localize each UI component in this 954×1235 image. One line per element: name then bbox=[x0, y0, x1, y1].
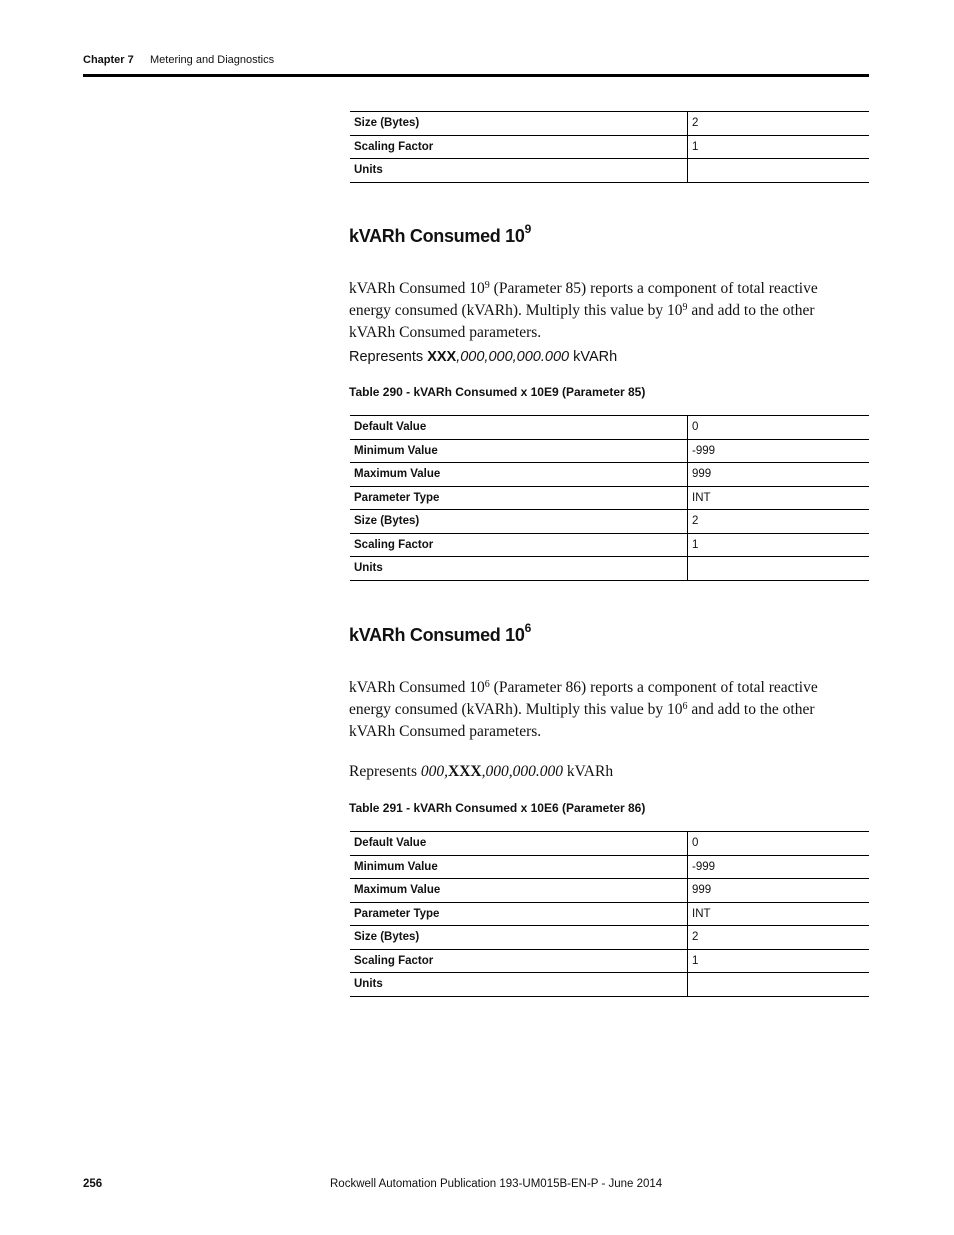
page-number: 256 bbox=[83, 1178, 103, 1190]
row-value bbox=[688, 973, 870, 997]
section-heading bbox=[349, 222, 531, 247]
exponent: 6 bbox=[484, 679, 490, 690]
table-row bbox=[350, 902, 869, 926]
represents-zeros: ,000,000.000 bbox=[481, 763, 563, 780]
table-row bbox=[350, 159, 869, 183]
represents-zeros: 000, bbox=[420, 763, 449, 780]
publication-footer: Rockwell Automation Publication 193-UM015B-EN-P - June 2014 bbox=[330, 1178, 663, 1190]
exponent: 6 bbox=[682, 701, 688, 712]
represents-digits: XXX bbox=[427, 349, 457, 365]
row-value: 0 bbox=[688, 832, 870, 856]
row-label: Size (Bytes) bbox=[350, 112, 688, 136]
row-label: Size (Bytes) bbox=[350, 926, 688, 950]
represents-prefix: Represents bbox=[349, 763, 421, 780]
section-heading bbox=[349, 621, 531, 646]
row-value bbox=[688, 557, 870, 581]
table-row bbox=[350, 112, 869, 136]
row-label: Units bbox=[350, 973, 688, 997]
parameter-table-86 bbox=[350, 831, 869, 997]
running-header bbox=[83, 54, 275, 66]
row-label: Parameter Type bbox=[350, 486, 688, 510]
row-value: 0 bbox=[688, 416, 870, 440]
para-text: and add to the other kVARh Consumed parameters. bbox=[349, 701, 815, 740]
exponent: 9 bbox=[682, 302, 688, 313]
para-text: (Parameter 86) reports a component of total reactive energy consumed (kVARh). Multiply this value by 10 bbox=[349, 679, 818, 718]
row-label: Parameter Type bbox=[350, 902, 688, 926]
table-row bbox=[350, 832, 869, 856]
row-label: Units bbox=[350, 159, 688, 183]
row-label: Units bbox=[350, 557, 688, 581]
table-row bbox=[350, 135, 869, 159]
row-label: Maximum Value bbox=[350, 879, 688, 903]
row-value: 2 bbox=[688, 510, 870, 534]
table-row bbox=[350, 510, 869, 534]
table-row bbox=[350, 973, 869, 997]
table-caption: Table 290 - kVARh Consumed x 10E9 (Parameter 85) bbox=[349, 385, 646, 399]
exponent: 9 bbox=[484, 280, 490, 291]
para-text: kVARh Consumed 10 bbox=[349, 280, 485, 297]
row-value: INT bbox=[688, 902, 870, 926]
table-row bbox=[350, 463, 869, 487]
table-caption: Table 291 - kVARh Consumed x 10E6 (Parameter 86) bbox=[349, 801, 646, 815]
row-label: Minimum Value bbox=[350, 855, 688, 879]
chapter-label: Chapter 7 bbox=[83, 54, 134, 66]
table-row bbox=[350, 879, 869, 903]
heading-text: kVARh Consumed 10 bbox=[349, 625, 525, 645]
row-label: Default Value bbox=[350, 832, 688, 856]
represents-unit: kVARh bbox=[562, 763, 614, 780]
table-row bbox=[350, 926, 869, 950]
represents-zeros: ,000,000,000.000 bbox=[456, 349, 570, 365]
heading-text: kVARh Consumed 10 bbox=[349, 226, 525, 246]
row-value bbox=[688, 159, 870, 183]
row-label: Size (Bytes) bbox=[350, 510, 688, 534]
row-value: 2 bbox=[688, 112, 870, 136]
row-value: 2 bbox=[688, 926, 870, 950]
table-row bbox=[350, 533, 869, 557]
header-rule bbox=[83, 74, 869, 77]
represents-unit: kVARh bbox=[569, 349, 618, 365]
row-label: Scaling Factor bbox=[350, 533, 688, 557]
heading-exponent: 9 bbox=[524, 222, 531, 236]
row-label: Scaling Factor bbox=[350, 135, 688, 159]
table-row bbox=[350, 949, 869, 973]
represents-line bbox=[349, 349, 617, 365]
row-value: 1 bbox=[688, 949, 870, 973]
row-value: -999 bbox=[688, 855, 870, 879]
row-value: 999 bbox=[688, 463, 870, 487]
row-value: INT bbox=[688, 486, 870, 510]
represents-prefix: Represents bbox=[349, 349, 428, 365]
table-row bbox=[350, 416, 869, 440]
section-description bbox=[349, 677, 849, 743]
row-label: Scaling Factor bbox=[350, 949, 688, 973]
parameter-table-85 bbox=[350, 415, 869, 581]
section-label: Metering and Diagnostics bbox=[150, 54, 275, 66]
table-row bbox=[350, 439, 869, 463]
row-label: Maximum Value bbox=[350, 463, 688, 487]
table-row bbox=[350, 855, 869, 879]
represents-digits: XXX bbox=[448, 763, 482, 780]
para-text: (Parameter 85) reports a component of total reactive energy consumed (kVARh). Multiply this value by 10 bbox=[349, 280, 818, 319]
heading-exponent: 6 bbox=[524, 621, 531, 635]
represents-line bbox=[349, 763, 613, 781]
table-row bbox=[350, 486, 869, 510]
continued-parameter-table bbox=[350, 111, 869, 183]
row-label: Minimum Value bbox=[350, 439, 688, 463]
row-value: 1 bbox=[688, 135, 870, 159]
row-value: 1 bbox=[688, 533, 870, 557]
row-label: Default Value bbox=[350, 416, 688, 440]
row-value: 999 bbox=[688, 879, 870, 903]
section-description bbox=[349, 278, 849, 344]
row-value: -999 bbox=[688, 439, 870, 463]
table-row bbox=[350, 557, 869, 581]
para-text: kVARh Consumed 10 bbox=[349, 679, 485, 696]
para-text: and add to the other kVARh Consumed parameters. bbox=[349, 302, 815, 341]
